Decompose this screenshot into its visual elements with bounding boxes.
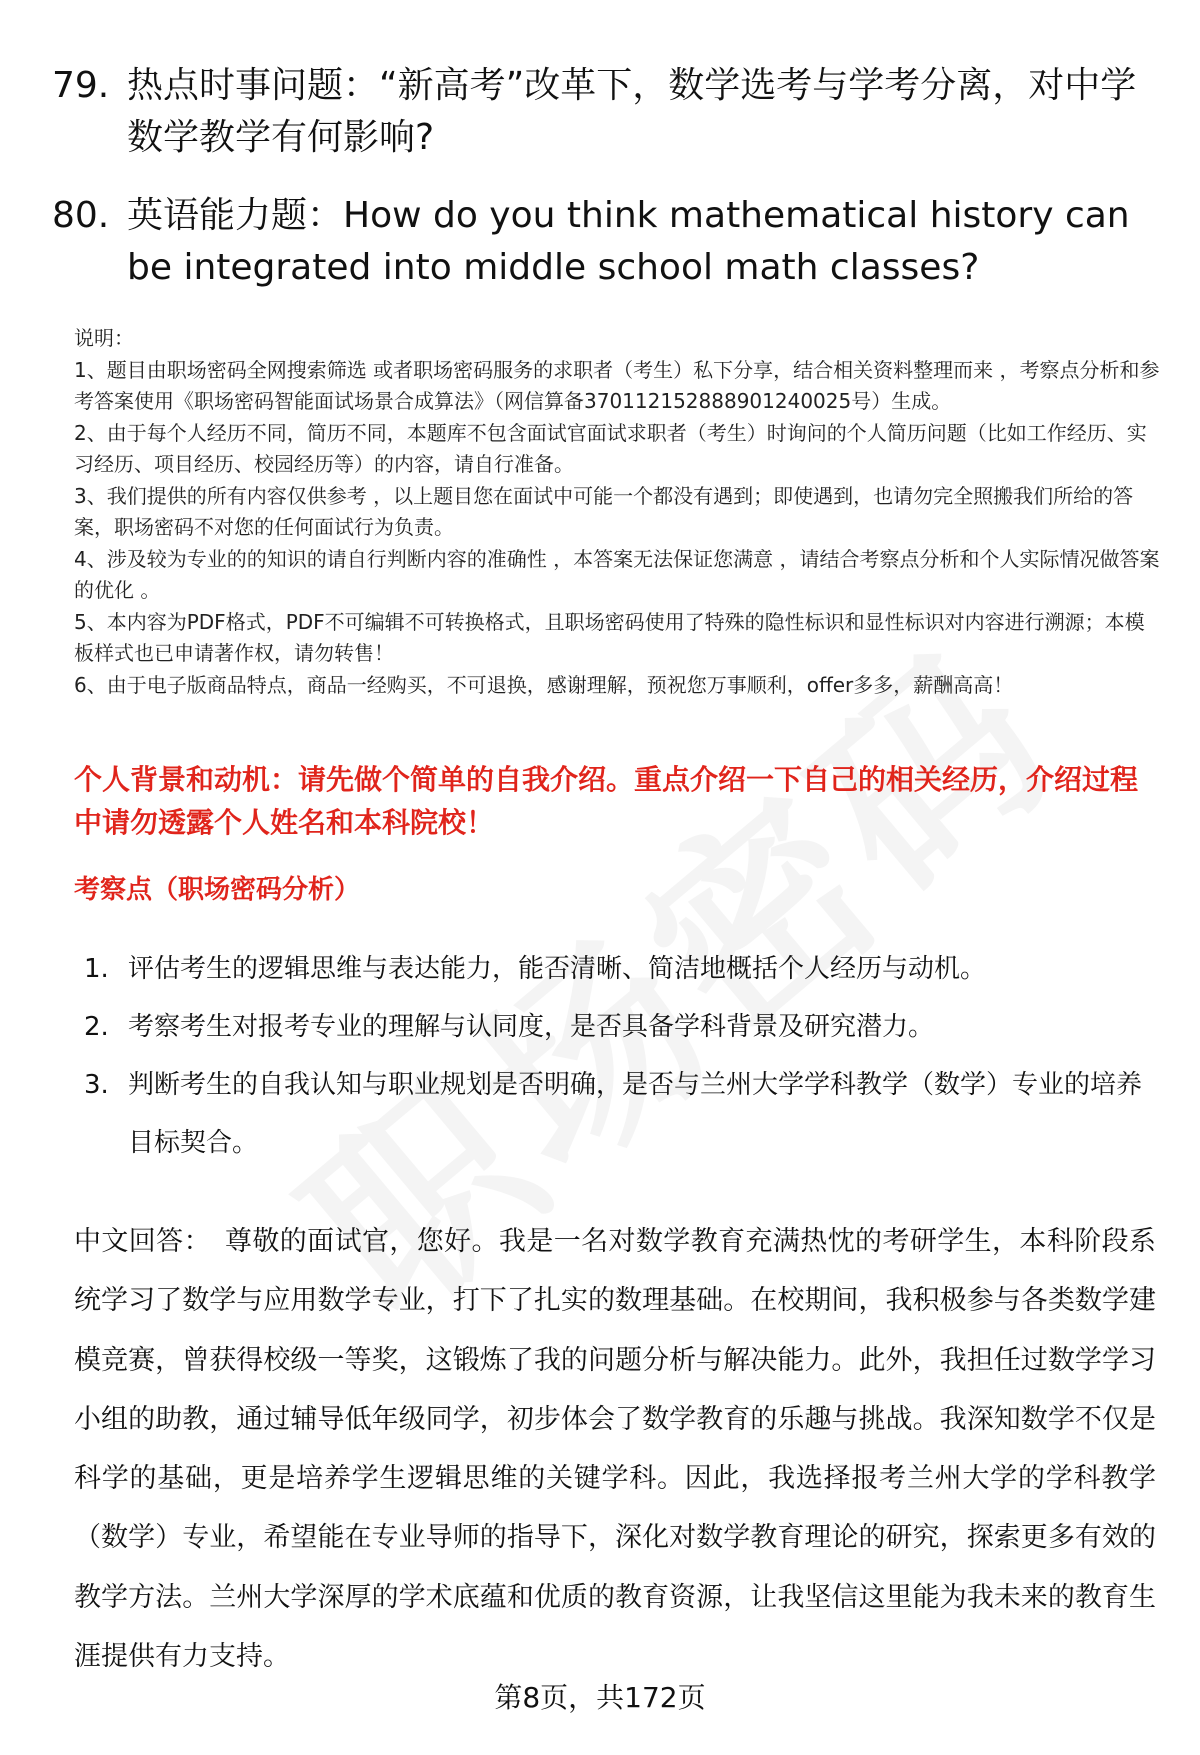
question-text: 热点时事问题：“新高考”改革下，数学选考与学考分离，对中学数学教学有何影响? bbox=[127, 65, 1137, 158]
answer-label: 中文回答： bbox=[74, 1226, 211, 1257]
exam-point-item bbox=[84, 940, 1144, 998]
page-footer: 第8页，共172页 bbox=[494, 1681, 706, 1714]
background-question-heading: 个人背景和动机：请先做个简单的自我介绍。重点介绍一下自己的相关经历，介绍过程中请勿透露个人姓名和本科院校！ bbox=[74, 763, 1139, 839]
note-item: 3、我们提供的所有内容仅供参考 ，以上题目您在面试中可能一个都没有遇到；即使遇到，也请勿完全照搬我们所给的答案，职场密码不对您的任何面试行为负责。 bbox=[74, 483, 1134, 539]
exam-points-heading: 考察点（职场密码分析） bbox=[74, 875, 361, 905]
chinese-answer bbox=[74, 1212, 1156, 1686]
exam-point-text: 判断考生的自我认知与职业规划是否明确，是否与兰州大学学科教学（数学）专业的培养目标契合。 bbox=[128, 1070, 1143, 1158]
notes-section bbox=[74, 323, 1164, 701]
question-text: 英语能力题：How do you think mathematical history can be integrated into middle school math classes? bbox=[127, 195, 1130, 288]
note-item: 6、由于电子版商品特点，商品一经购买，不可退换，感谢理解，预祝您万事顺利，offer多多，薪酬高高！ bbox=[74, 672, 1014, 697]
exam-point-number: 1. bbox=[84, 954, 109, 984]
question-80 bbox=[52, 190, 1162, 294]
exam-point-text: 考察考生对报考专业的理解与认同度，是否具备学科背景及研究潜力。 bbox=[128, 1012, 935, 1042]
note-item: 4、涉及较为专业的的知识的请自行判断内容的准确性 ，本答案无法保证您满意 ，请结合考察点分析和个人实际情况做答案的优化 。 bbox=[74, 546, 1160, 602]
note-item: 5、本内容为PDF格式，PDF不可编辑不可转换格式，且职场密码使用了特殊的隐性标识和显性标识对内容进行溯源；本模板样式也已申请著作权，请勿转售！ bbox=[74, 609, 1145, 665]
exam-point-item bbox=[84, 1056, 1144, 1172]
exam-points-list bbox=[84, 940, 1144, 1172]
notes-title: 说明： bbox=[74, 326, 134, 350]
question-number: 79. bbox=[52, 65, 110, 106]
answer-text: 尊敬的面试官，您好。我是一名对数学教育充满热忱的考研学生，本科阶段系统学习了数学与应用数学专业，打下了扎实的数理基础。在校期间，我积极参与各类数学建模竞赛，曾获得校级一等奖，这锻炼了我的问题分析与解决能力。此外，我担任过数学学习小组的助教，通过辅导低年级同学，初步体会了数学教育的乐趣与挑战。我深知数学不仅是科学的基础，更是培养学生逻辑思维的关键学科。因此，我选择报考兰州大学的学科教学（数学）专业，希望能在专业导师的指导下，深化对数学教育理论的研究，探索更多有效的教学方法。兰州大学深厚的学术底蕴和优质的教育资源，让我坚信这里能为我未来的教育生涯提供有力支持。 bbox=[74, 1226, 1157, 1673]
exam-point-number: 3. bbox=[84, 1070, 109, 1100]
question-79 bbox=[52, 60, 1162, 164]
exam-point-text: 评估考生的逻辑思维与表达能力，能否清晰、简洁地概括个人经历与动机。 bbox=[128, 954, 987, 984]
note-item: 2、由于每个人经历不同，简历不同，本题库不包含面试官面试求职者（考生）时询问的个人简历问题（比如工作经历、实习经历、项目经历、校园经历等）的内容，请自行准备。 bbox=[74, 420, 1147, 476]
question-number: 80. bbox=[52, 195, 110, 236]
exam-point-item bbox=[84, 998, 1144, 1056]
note-item: 1、题目由职场密码全网搜索筛选 或者职场密码服务的求职者（考生）私下分享，结合相关资料整理而来 ，考察点分析和参考答案使用《职场密码智能面试场景合成算法》（网信算备370112152888901240025号）生成。 bbox=[74, 357, 1160, 413]
exam-point-number: 2. bbox=[84, 1012, 109, 1042]
